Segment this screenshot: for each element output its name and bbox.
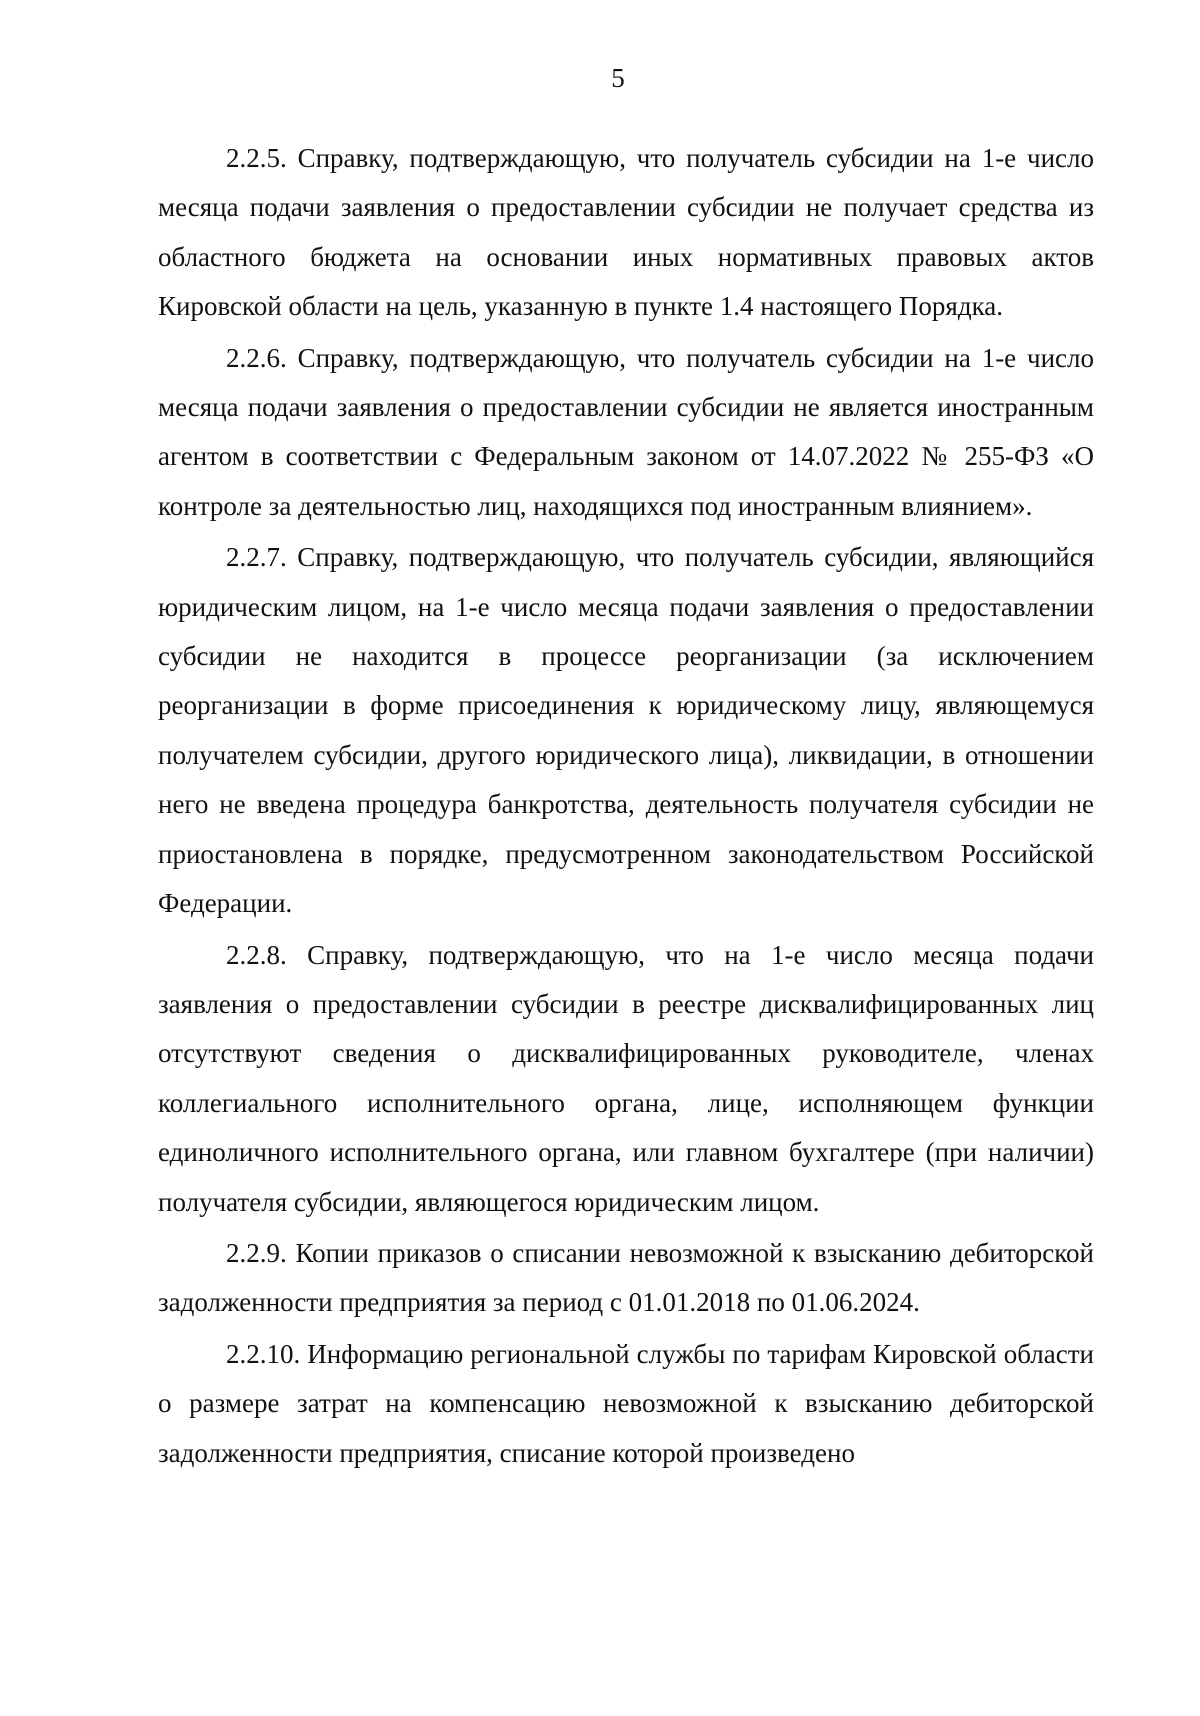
page-number: 5 [611, 63, 625, 93]
paragraph-2-2-7: 2.2.7. Справку, подтверждающую, что получатель субсидии, являющийся юридическим лицом, на 1-е число месяца подачи заявления о предоставлении субсидии не находится в процессе реорганизации (за исключением реорганизации в форме присоединения к юридическому лицу, являющемуся получателем субсидии, другого юридического лица), ликвидации, в отношении него не введена процедура банкротства, деятельность получателя субсидии не приостановлена в порядке, предусмотренном законодательством Российской Федерации. [158, 542, 1094, 919]
paragraph-2-2-8: 2.2.8. Справку, подтверждающую, что на 1-е число месяца подачи заявления о предоставлении субсидии в реестре дисквалифицированных лиц отсутствуют сведения о дисквалифицированных руководителе, членах коллегиального исполнительного органа, лице, исполняющем функции единоличного исполнительного органа, или главном бухгалтере (при наличии) получателя субсидии, являющегося юридическим лицом. [158, 939, 1094, 1217]
paragraph-2-2-6: 2.2.6. Справку, подтверждающую, что получатель субсидии на 1-е число месяца подачи заявления о предоставлении субсидии не является иностранным агентом в соответствии с Федеральным законом от 14.07.2022 № 255-ФЗ «О контроле за деятельностью лиц, находящихся под иностранным влиянием». [158, 342, 1094, 521]
document-body [158, 134, 1094, 1480]
paragraph-2-2-10: 2.2.10. Информацию региональной службы по тарифам Кировской области о размере затрат на компенсацию невозможной к взысканию дебиторской задолженности предприятия, списание которой произведено [158, 1338, 1094, 1468]
paragraph-2-2-5: 2.2.5. Справку, подтверждающую, что получатель субсидии на 1-е число месяца подачи заявления о предоставлении субсидии не получает средства из областного бюджета на основании иных нормативных правовых актов Кировской области на цель, указанную в пункте 1.4 настоящего Порядка. [158, 143, 1094, 322]
paragraph-2-2-9: 2.2.9. Копии приказов о списании невозможной к взысканию дебиторской задолженности предприятия за период с 01.01.2018 по 01.06.2024. [158, 1237, 1094, 1318]
